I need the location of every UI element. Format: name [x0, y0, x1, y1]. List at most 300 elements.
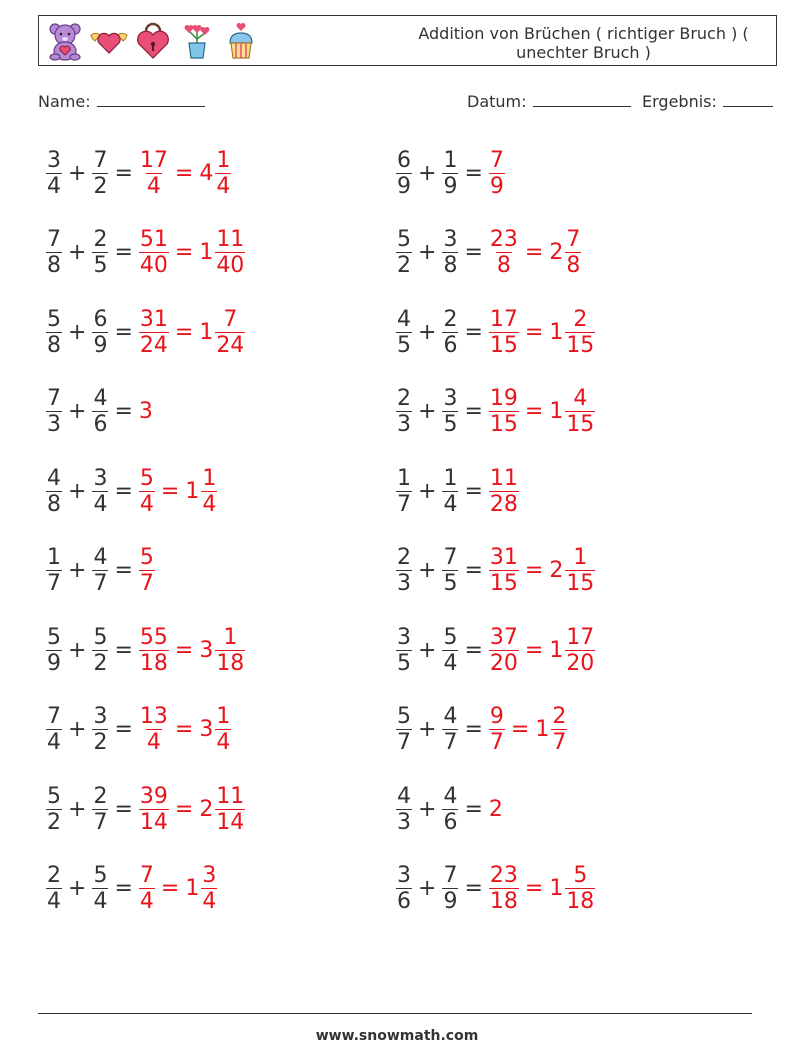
addend-1	[396, 307, 412, 358]
equals-sign: =	[114, 637, 133, 663]
mixed-fraction	[565, 863, 595, 914]
mixed-fraction-numerator: 3	[202, 863, 217, 888]
answer-fraction-numerator: 23	[489, 227, 518, 252]
problem-14	[396, 619, 595, 681]
addend-2-numerator: 3	[443, 386, 458, 411]
equals-sign: =	[114, 558, 133, 583]
addend-2-denominator: 4	[443, 491, 458, 517]
equals-sign: =	[114, 160, 133, 186]
addend-1	[396, 545, 412, 596]
addend-2-denominator: 2	[93, 650, 108, 676]
answer-mixed-number	[549, 625, 595, 676]
result-label: Ergebnis:	[642, 92, 717, 111]
mixed-fraction-denominator: 7	[552, 730, 567, 755]
addend-2-numerator: 3	[93, 465, 108, 491]
addend-2	[92, 227, 108, 278]
plus-sign: +	[418, 717, 437, 742]
answer-fraction-numerator: 5	[139, 545, 154, 570]
addend-2	[92, 704, 108, 755]
answer-fraction-denominator: 28	[489, 491, 518, 517]
answer-equals-sign: =	[174, 319, 194, 345]
addend-2	[92, 386, 108, 437]
addend-1-numerator: 7	[47, 704, 61, 729]
mixed-fraction-numerator: 5	[573, 863, 588, 888]
equals-sign: =	[464, 876, 483, 901]
answer-fraction	[139, 148, 169, 199]
answer-equals-sign: =	[174, 796, 194, 822]
plus-sign: +	[68, 558, 87, 583]
answer-fraction-numerator: 37	[489, 624, 518, 650]
answer-equals-sign: =	[524, 876, 544, 901]
mixed-whole: 1	[185, 478, 200, 504]
mixed-fraction-numerator: 4	[573, 386, 588, 411]
mixed-fraction	[565, 386, 595, 437]
addend-2	[92, 545, 108, 596]
addend-2-numerator: 5	[443, 624, 458, 650]
date-blank	[533, 92, 631, 107]
addend-1-denominator: 5	[397, 650, 411, 676]
addend-1-numerator: 3	[397, 863, 411, 888]
addend-2-numerator: 7	[443, 545, 458, 570]
equals-sign: =	[464, 796, 483, 822]
addend-1	[396, 784, 412, 835]
answer-fraction-denominator: 15	[489, 332, 518, 358]
addend-2-numerator: 4	[443, 704, 458, 729]
answer-fraction	[489, 466, 519, 517]
answer-mixed-number	[199, 148, 231, 199]
answer-fraction	[139, 466, 155, 517]
mixed-fraction	[215, 784, 245, 835]
mixed-fraction-numerator: 7	[223, 306, 238, 332]
addend-2-numerator: 2	[93, 783, 108, 809]
addend-1-denominator: 2	[47, 809, 61, 835]
answer-fraction-numerator: 39	[139, 783, 168, 809]
problem-6	[396, 301, 595, 363]
problem-7	[46, 381, 153, 443]
name-blank	[97, 92, 205, 107]
mixed-fraction-numerator: 11	[216, 783, 245, 809]
addend-2-numerator: 7	[93, 147, 108, 173]
mixed-fraction-denominator: 18	[216, 650, 245, 676]
addend-2-denominator: 7	[443, 730, 458, 755]
answer-fraction	[489, 307, 519, 358]
equals-sign: =	[114, 717, 133, 742]
mixed-whole: 1	[199, 240, 214, 265]
addend-2-numerator: 1	[443, 147, 458, 173]
answer-fraction-numerator: 13	[139, 704, 168, 729]
mixed-fraction	[201, 466, 217, 517]
addend-1-numerator: 1	[397, 465, 411, 491]
equals-sign: =	[464, 240, 483, 265]
problem-11	[46, 540, 155, 602]
addend-2	[92, 784, 108, 835]
answer-fraction-denominator: 4	[139, 889, 154, 914]
worksheet-header	[38, 15, 777, 66]
mixed-fraction-denominator: 4	[216, 173, 231, 199]
answer-fraction	[139, 545, 155, 596]
addend-2-numerator: 5	[93, 863, 108, 888]
mixed-fraction-denominator: 14	[216, 809, 245, 835]
answer-equals-sign: =	[524, 399, 544, 424]
addend-1-numerator: 3	[397, 624, 411, 650]
addend-2	[92, 307, 108, 358]
footer-divider	[38, 1013, 752, 1014]
addend-1	[46, 307, 62, 358]
addend-2-denominator: 9	[443, 173, 458, 199]
answer-fraction	[489, 227, 519, 278]
addend-1-numerator: 6	[397, 147, 411, 173]
addend-2	[442, 545, 458, 596]
equals-sign: =	[114, 876, 133, 901]
answer-fraction	[489, 704, 505, 755]
answer-fraction-denominator: 18	[489, 889, 518, 914]
addend-2-numerator: 1	[443, 465, 458, 491]
answer-fraction-numerator: 17	[139, 147, 168, 173]
mixed-whole: 1	[549, 876, 564, 901]
mixed-fraction-numerator: 1	[573, 545, 588, 570]
plus-sign: +	[68, 160, 87, 186]
result-field	[642, 92, 773, 111]
answer-fraction-denominator: 18	[139, 650, 168, 676]
addend-1-numerator: 5	[47, 783, 61, 809]
equals-sign: =	[114, 399, 133, 424]
addend-2-denominator: 2	[93, 173, 108, 199]
addend-1-denominator: 9	[47, 650, 61, 676]
answer-fraction-denominator: 24	[139, 332, 168, 358]
addend-1	[396, 625, 412, 676]
addend-2-numerator: 5	[93, 624, 108, 650]
answer-fraction-numerator: 23	[489, 863, 518, 888]
addend-1	[46, 863, 62, 914]
problem-5	[46, 301, 245, 363]
addend-1-numerator: 3	[47, 147, 61, 173]
addend-1-denominator: 8	[47, 332, 61, 358]
addend-1-numerator: 4	[397, 783, 411, 809]
answer-equals-sign: =	[160, 478, 180, 504]
mixed-fraction	[215, 704, 231, 755]
answer-fraction-denominator: 4	[139, 491, 154, 517]
equals-sign: =	[114, 240, 133, 265]
plus-sign: +	[68, 876, 87, 901]
addend-1-numerator: 5	[397, 227, 411, 252]
answer-fraction-numerator: 5	[139, 465, 154, 491]
mixed-fraction	[215, 307, 245, 358]
mixed-fraction-numerator: 11	[216, 227, 245, 252]
addend-2	[442, 704, 458, 755]
addend-1-denominator: 4	[47, 889, 61, 914]
problem-10	[396, 460, 519, 522]
mixed-fraction-numerator: 1	[216, 147, 231, 173]
addend-2-denominator: 5	[93, 253, 108, 278]
problem-16	[396, 699, 567, 761]
worksheet-title: Addition von Brüchen ( richtiger Bruch ) ( unechter Bruch )	[418, 24, 749, 62]
mixed-fraction-denominator: 8	[566, 253, 581, 278]
addend-2-denominator: 6	[443, 809, 458, 835]
addend-1-numerator: 5	[47, 624, 61, 650]
answer-equals-sign: =	[524, 240, 544, 265]
addend-2-numerator: 2	[93, 227, 108, 252]
addend-1-numerator: 2	[47, 863, 61, 888]
answer-equals-sign: =	[160, 876, 180, 901]
equals-sign: =	[114, 796, 133, 822]
answer-mixed-number	[199, 625, 245, 676]
answer-fraction-numerator: 31	[139, 306, 168, 332]
addend-2-denominator: 4	[93, 889, 108, 914]
problem-17	[46, 778, 245, 840]
addend-1-denominator: 2	[397, 253, 411, 278]
addend-2	[92, 863, 108, 914]
addend-1	[396, 466, 412, 517]
answer-fraction-denominator: 4	[146, 173, 161, 199]
addend-1-denominator: 8	[47, 253, 61, 278]
answer-fraction-denominator: 40	[139, 253, 168, 278]
mixed-whole: 3	[199, 717, 214, 742]
date-field	[467, 92, 631, 111]
addend-2	[442, 625, 458, 676]
addend-1-denominator: 6	[397, 889, 411, 914]
addend-2-denominator: 4	[443, 650, 458, 676]
addend-2-denominator: 4	[93, 491, 108, 517]
plus-sign: +	[68, 399, 87, 424]
answer-fraction-numerator: 9	[489, 704, 504, 729]
mixed-fraction-numerator: 17	[566, 624, 595, 650]
answer-mixed-number	[199, 704, 231, 755]
answer-mixed-number	[549, 545, 595, 596]
addend-1-numerator: 4	[397, 306, 411, 332]
date-label: Datum:	[467, 92, 527, 111]
plus-sign: +	[68, 717, 87, 742]
answer-fraction-denominator: 8	[496, 253, 511, 278]
addend-1	[46, 148, 62, 199]
answer-fraction-denominator: 15	[489, 412, 518, 437]
mixed-fraction-denominator: 15	[566, 412, 595, 437]
addend-1-denominator: 3	[47, 412, 61, 437]
addend-2-denominator: 6	[93, 412, 108, 437]
addend-2-numerator: 6	[93, 306, 108, 332]
answer-equals-sign: =	[524, 558, 544, 583]
equals-sign: =	[464, 399, 483, 424]
equals-sign: =	[114, 319, 133, 345]
plus-sign: +	[418, 558, 437, 583]
addend-1	[396, 386, 412, 437]
addend-1	[396, 227, 412, 278]
addend-2	[442, 307, 458, 358]
answer-equals-sign: =	[174, 637, 194, 663]
addend-2-denominator: 9	[93, 332, 108, 358]
heart-flower-pot-icon	[177, 21, 217, 61]
addend-1-denominator: 3	[397, 412, 411, 437]
plus-sign: +	[418, 876, 437, 901]
addend-1	[46, 704, 62, 755]
mixed-fraction-denominator: 4	[202, 889, 217, 914]
addend-2	[442, 386, 458, 437]
mixed-whole: 2	[549, 240, 564, 265]
answer-fraction-denominator: 20	[489, 650, 518, 676]
mixed-fraction	[565, 307, 595, 358]
mixed-fraction-denominator: 4	[216, 730, 231, 755]
answer-fraction-numerator: 19	[489, 386, 518, 411]
equals-sign: =	[114, 478, 133, 504]
addend-2-denominator: 6	[443, 332, 458, 358]
addend-1	[46, 625, 62, 676]
result-blank	[723, 92, 773, 107]
mixed-fraction-numerator: 2	[573, 306, 588, 332]
mixed-whole: 1	[549, 399, 564, 424]
addend-1-denominator: 3	[397, 809, 411, 835]
addend-1	[46, 227, 62, 278]
answer-fraction	[489, 148, 505, 199]
addend-2	[92, 148, 108, 199]
mixed-fraction-numerator: 1	[223, 624, 238, 650]
answer-integer: 3	[138, 399, 153, 424]
mixed-whole: 1	[185, 876, 200, 901]
answer-mixed-number	[199, 227, 245, 278]
answer-mixed-number	[535, 704, 567, 755]
mixed-fraction-denominator: 24	[216, 332, 245, 358]
addend-1	[46, 784, 62, 835]
answer-fraction-numerator: 7	[489, 147, 504, 173]
equals-sign: =	[464, 160, 483, 186]
answer-equals-sign: =	[524, 319, 544, 345]
problem-4	[396, 222, 581, 284]
addend-1-numerator: 7	[47, 227, 61, 252]
mixed-fraction-numerator: 2	[552, 704, 567, 729]
name-field	[38, 92, 205, 111]
answer-fraction-numerator: 31	[489, 545, 518, 570]
mixed-fraction-denominator: 4	[202, 491, 217, 517]
mixed-fraction	[565, 545, 595, 596]
answer-equals-sign: =	[174, 160, 194, 186]
addend-1-numerator: 4	[47, 465, 61, 491]
plus-sign: +	[418, 478, 437, 504]
mixed-fraction-numerator: 1	[216, 704, 231, 729]
addend-2-denominator: 9	[443, 889, 458, 914]
answer-fraction-numerator: 17	[489, 306, 518, 332]
answer-mixed-number	[199, 307, 245, 358]
answer-fraction	[139, 784, 169, 835]
answer-fraction-denominator: 7	[489, 730, 504, 755]
equals-sign: =	[464, 558, 483, 583]
addend-1-denominator: 4	[47, 730, 61, 755]
addend-1-denominator: 5	[397, 332, 411, 358]
answer-fraction	[489, 863, 519, 914]
addend-2	[92, 625, 108, 676]
problem-3	[46, 222, 245, 284]
addend-2-numerator: 3	[443, 227, 458, 252]
plus-sign: +	[418, 319, 437, 345]
mixed-fraction	[201, 863, 217, 914]
answer-mixed-number	[199, 784, 245, 835]
answer-fraction	[489, 625, 519, 676]
answer-mixed-number	[549, 227, 581, 278]
addend-2-denominator: 5	[443, 412, 458, 437]
header-icons	[45, 21, 261, 61]
answer-fraction-numerator: 51	[139, 227, 168, 252]
mixed-fraction	[215, 625, 245, 676]
answer-fraction-denominator: 15	[489, 571, 518, 596]
equals-sign: =	[464, 319, 483, 345]
answer-equals-sign: =	[510, 717, 530, 742]
heart-lock-icon	[133, 21, 173, 61]
plus-sign: +	[418, 240, 437, 265]
addend-1-numerator: 5	[397, 704, 411, 729]
addend-2-numerator: 2	[443, 306, 458, 332]
problem-13	[46, 619, 245, 681]
plus-sign: +	[418, 796, 437, 822]
addend-1-denominator: 7	[47, 571, 61, 596]
addend-2	[442, 784, 458, 835]
mixed-fraction-denominator: 40	[216, 253, 245, 278]
answer-fraction-denominator: 7	[139, 571, 154, 596]
plus-sign: +	[68, 478, 87, 504]
mixed-whole: 2	[199, 796, 214, 822]
heart-cupcake-icon	[221, 21, 261, 61]
addend-1	[46, 386, 62, 437]
answer-fraction	[139, 625, 169, 676]
answer-integer: 2	[488, 796, 503, 822]
mixed-fraction-numerator: 7	[566, 227, 581, 252]
answer-mixed-number	[549, 386, 595, 437]
mixed-fraction-denominator: 15	[566, 571, 595, 596]
problem-9	[46, 460, 217, 522]
answer-fraction-denominator: 9	[489, 173, 504, 199]
addend-2-numerator: 4	[93, 545, 108, 570]
problem-12	[396, 540, 595, 602]
equals-sign: =	[464, 637, 483, 663]
addend-1-denominator: 7	[397, 491, 411, 517]
plus-sign: +	[418, 637, 437, 663]
problem-8	[396, 381, 595, 443]
equals-sign: =	[464, 478, 483, 504]
addend-2	[442, 863, 458, 914]
answer-fraction	[489, 386, 519, 437]
problem-20	[396, 858, 595, 920]
addend-1-numerator: 1	[47, 545, 61, 570]
addend-2-denominator: 2	[93, 730, 108, 755]
plus-sign: +	[68, 319, 87, 345]
mixed-whole: 1	[549, 319, 564, 345]
plus-sign: +	[418, 399, 437, 424]
mixed-whole: 1	[199, 319, 214, 345]
addend-2-denominator: 7	[93, 809, 108, 835]
addend-1	[46, 466, 62, 517]
plus-sign: +	[418, 160, 437, 186]
mixed-whole: 3	[199, 637, 214, 663]
addend-1-denominator: 3	[397, 571, 411, 596]
addend-1	[46, 545, 62, 596]
answer-fraction	[139, 227, 169, 278]
mixed-fraction	[215, 227, 245, 278]
addend-2	[442, 227, 458, 278]
addend-2-denominator: 5	[443, 571, 458, 596]
answer-mixed-number	[185, 466, 217, 517]
addend-2	[442, 466, 458, 517]
answer-equals-sign: =	[174, 240, 194, 265]
mixed-fraction-denominator: 15	[566, 332, 595, 358]
addend-1-denominator: 4	[47, 173, 61, 199]
addend-1-denominator: 9	[397, 173, 411, 199]
addend-2	[442, 148, 458, 199]
plus-sign: +	[68, 637, 87, 663]
answer-equals-sign: =	[524, 637, 544, 663]
name-label: Name:	[38, 92, 91, 111]
mixed-whole: 2	[549, 558, 564, 583]
addend-1	[396, 704, 412, 755]
mixed-fraction-numerator: 1	[202, 465, 217, 491]
mixed-fraction	[551, 704, 567, 755]
answer-mixed-number	[549, 863, 595, 914]
mixed-fraction	[215, 148, 231, 199]
